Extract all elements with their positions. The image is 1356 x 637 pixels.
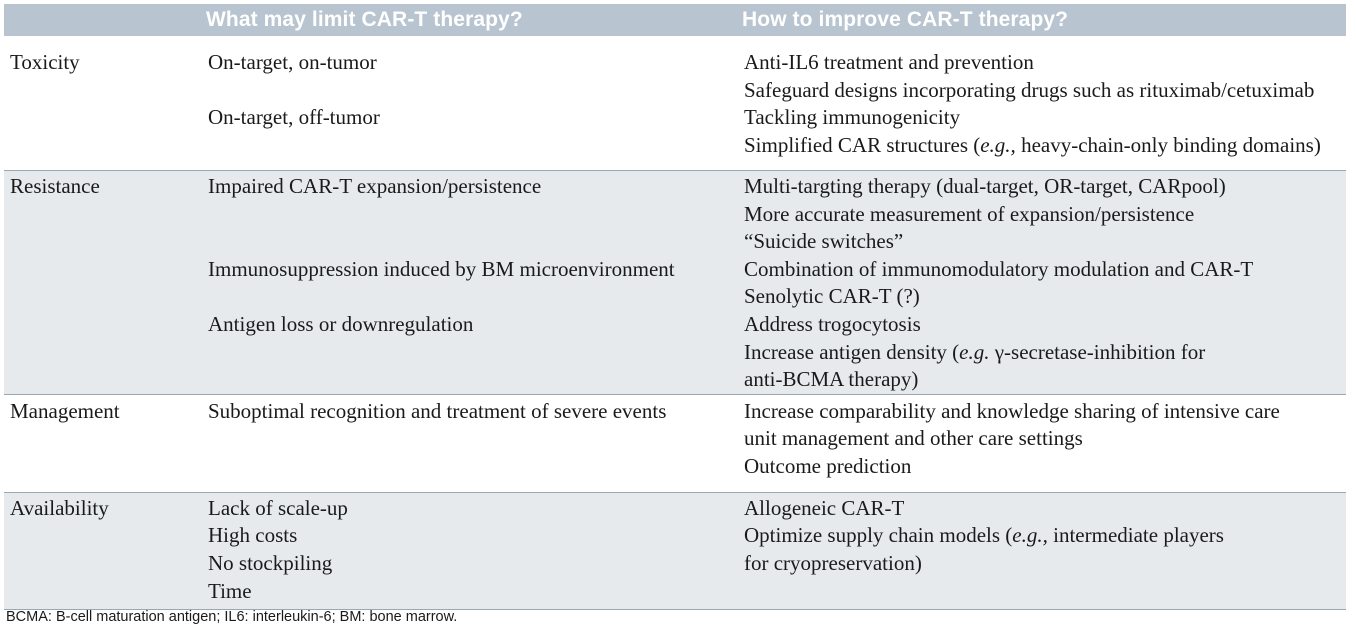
car-t-table — [4, 4, 1346, 610]
improvement-item: Tackling immunogenicity — [744, 105, 961, 130]
improvements-cell — [738, 171, 1346, 395]
improvement-item: “Suicide switches” — [744, 229, 904, 254]
limit-item: Time — [208, 578, 252, 603]
spacer — [208, 228, 738, 256]
limit-item: Impaired CAR-T expansion/persistence — [208, 174, 542, 198]
improvement-item: Optimize supply chain models (e.g., intermediate players — [744, 523, 1224, 548]
limit-item: On-target, off-tumor — [208, 105, 380, 130]
category-cell — [4, 492, 202, 609]
improvement-item: Simplified CAR structures (e.g., heavy-chain-only binding domains) — [744, 132, 1321, 157]
improvement-item: Outcome prediction — [744, 453, 912, 478]
category-label: Management — [10, 398, 120, 423]
header-category — [4, 4, 202, 36]
improvements-cell — [738, 394, 1346, 492]
category-cell — [4, 171, 202, 395]
improvement-item: Safeguard designs incorporating drugs such as rituximab/cetuximab — [744, 77, 1315, 102]
spacer — [208, 283, 738, 311]
limits-cell — [202, 394, 738, 492]
limits-cell — [202, 492, 738, 609]
limits-cell — [202, 171, 738, 395]
table-row-toxicity — [4, 36, 1346, 171]
limit-item: Immunosuppression induced by BM microenvironment — [208, 256, 675, 281]
limit-item: No stockpiling — [208, 550, 333, 575]
improvement-item: Allogeneic CAR-T — [744, 495, 905, 520]
spacer — [208, 201, 738, 229]
category-label: Resistance — [10, 174, 100, 198]
limit-item: Suboptimal recognition and treatment of severe events — [208, 398, 667, 423]
table-row-resistance — [4, 171, 1346, 395]
improvement-item: Combination of immunomodulatory modulation and CAR-T — [744, 256, 1254, 281]
header-limits: What may limit CAR-T therapy? — [202, 4, 738, 36]
improvement-item: for cryopreservation) — [744, 550, 922, 575]
table-row-management — [4, 394, 1346, 492]
improvement-item: Anti-IL6 treatment and prevention — [744, 50, 1034, 74]
limit-item: On-target, on-tumor — [208, 50, 377, 74]
limit-item: Lack of scale-up — [208, 495, 348, 520]
spacer — [208, 77, 738, 105]
table-row-availability — [4, 492, 1346, 609]
improvement-item: Multi-targting therapy (dual-target, OR-target, CARpool) — [744, 174, 1226, 198]
table-footnote: BCMA: B-cell maturation antigen; IL6: interleukin-6; BM: bone marrow. — [6, 609, 458, 625]
category-label: Availability — [10, 495, 109, 520]
improvement-item: More accurate measurement of expansion/persistence — [744, 201, 1195, 226]
improvement-item: Increase antigen density (e.g. γ-secretase-inhibition for — [744, 339, 1206, 364]
improvement-item: Increase comparability and knowledge sharing of intensive care — [744, 398, 1280, 423]
improvements-cell — [738, 36, 1346, 171]
improvement-item: anti-BCMA therapy) — [744, 367, 919, 392]
improvement-item: Address trogocytosis — [744, 311, 921, 336]
category-label: Toxicity — [10, 50, 80, 74]
category-cell — [4, 394, 202, 492]
limits-cell — [202, 36, 738, 171]
limit-item: Antigen loss or downregulation — [208, 311, 474, 336]
category-cell — [4, 36, 202, 171]
header-improvements: How to improve CAR-T therapy? — [738, 4, 1346, 36]
improvement-item: unit management and other care settings — [744, 426, 1083, 451]
improvement-item: Senolytic CAR-T (?) — [744, 284, 920, 309]
limit-item: High costs — [208, 523, 298, 548]
improvements-cell — [738, 492, 1346, 609]
table-header-row — [4, 4, 1346, 36]
